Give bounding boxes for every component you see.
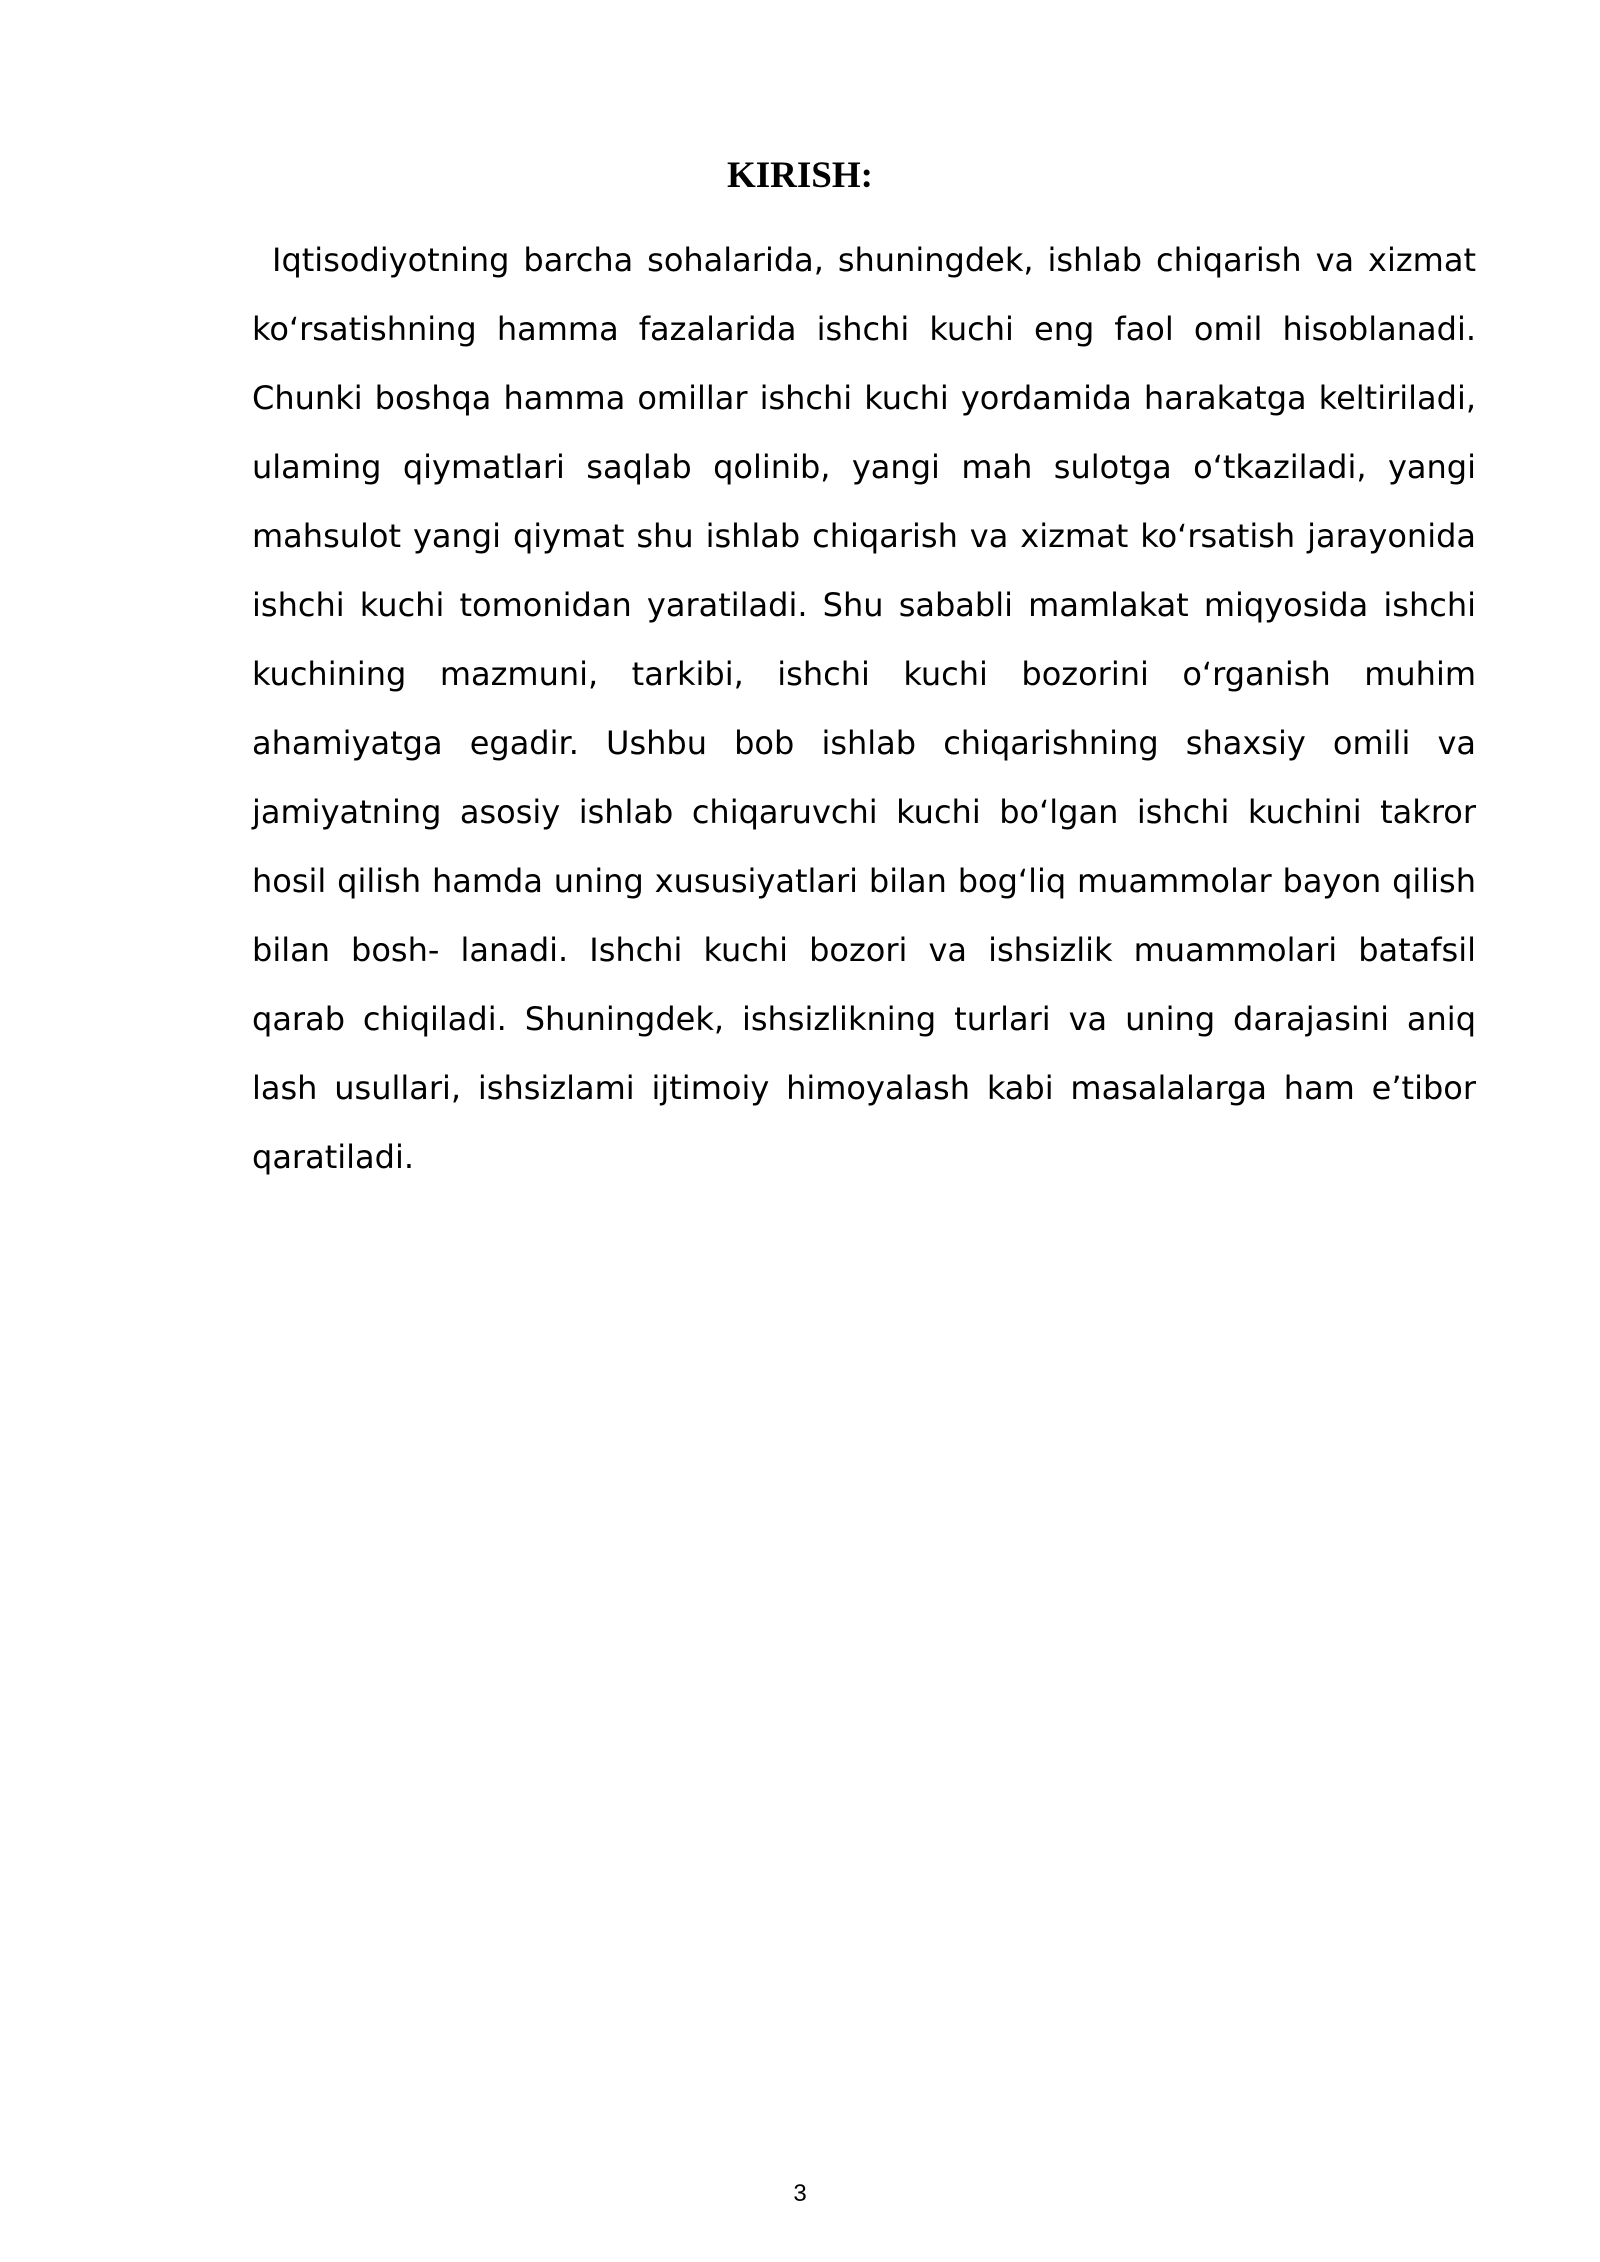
page-number: 3 [793,2180,807,2207]
page-title: KIRISH: [727,155,873,196]
body-paragraph: Iqtisodiyotning barcha sohalarida, shuningdek, ishlab chiqarish va xizmat koʻrsatishning hamma fazalarida ishchi kuchi eng faol omil hisoblanadi. Chunki boshqa hamma omillar ishchi kuchi yordamida harakatga keltiriladi, ulaming qiymatlari saqlab qolinib, yangi mah sulotga oʻtkaziladi, yangi mahsulot yangi qiymat shu ishlab chiqarish va xizmat koʻrsatish jarayonida ishchi kuchi tomonidan yaratiladi. Shu sababli mamlakat miqyosida ishchi kuchining mazmuni, tarkibi, ishchi kuchi bozorini oʻrganish muhim ahamiyatga egadir. Ushbu bob ishlab chiqarishning shaxsiy omili va jamiyatning asosiy ishlab chiqaruvchi kuchi boʻlgan ishchi kuchini takror hosil qilish hamda uning xususiyatlari bilan bogʻliq muammolar bayon qilish bilan bosh- lanadi. Ishchi kuchi bozori va ishsizlik muammolari batafsil qarab chiqiladi. Shuningdek, ishsizlikning turlari va uning darajasini aniq lash usullari, ishsizlami ijtimoiy himoyalash kabi masalalarga ham e’tibor qaratiladi. [252,241,1476,1176]
